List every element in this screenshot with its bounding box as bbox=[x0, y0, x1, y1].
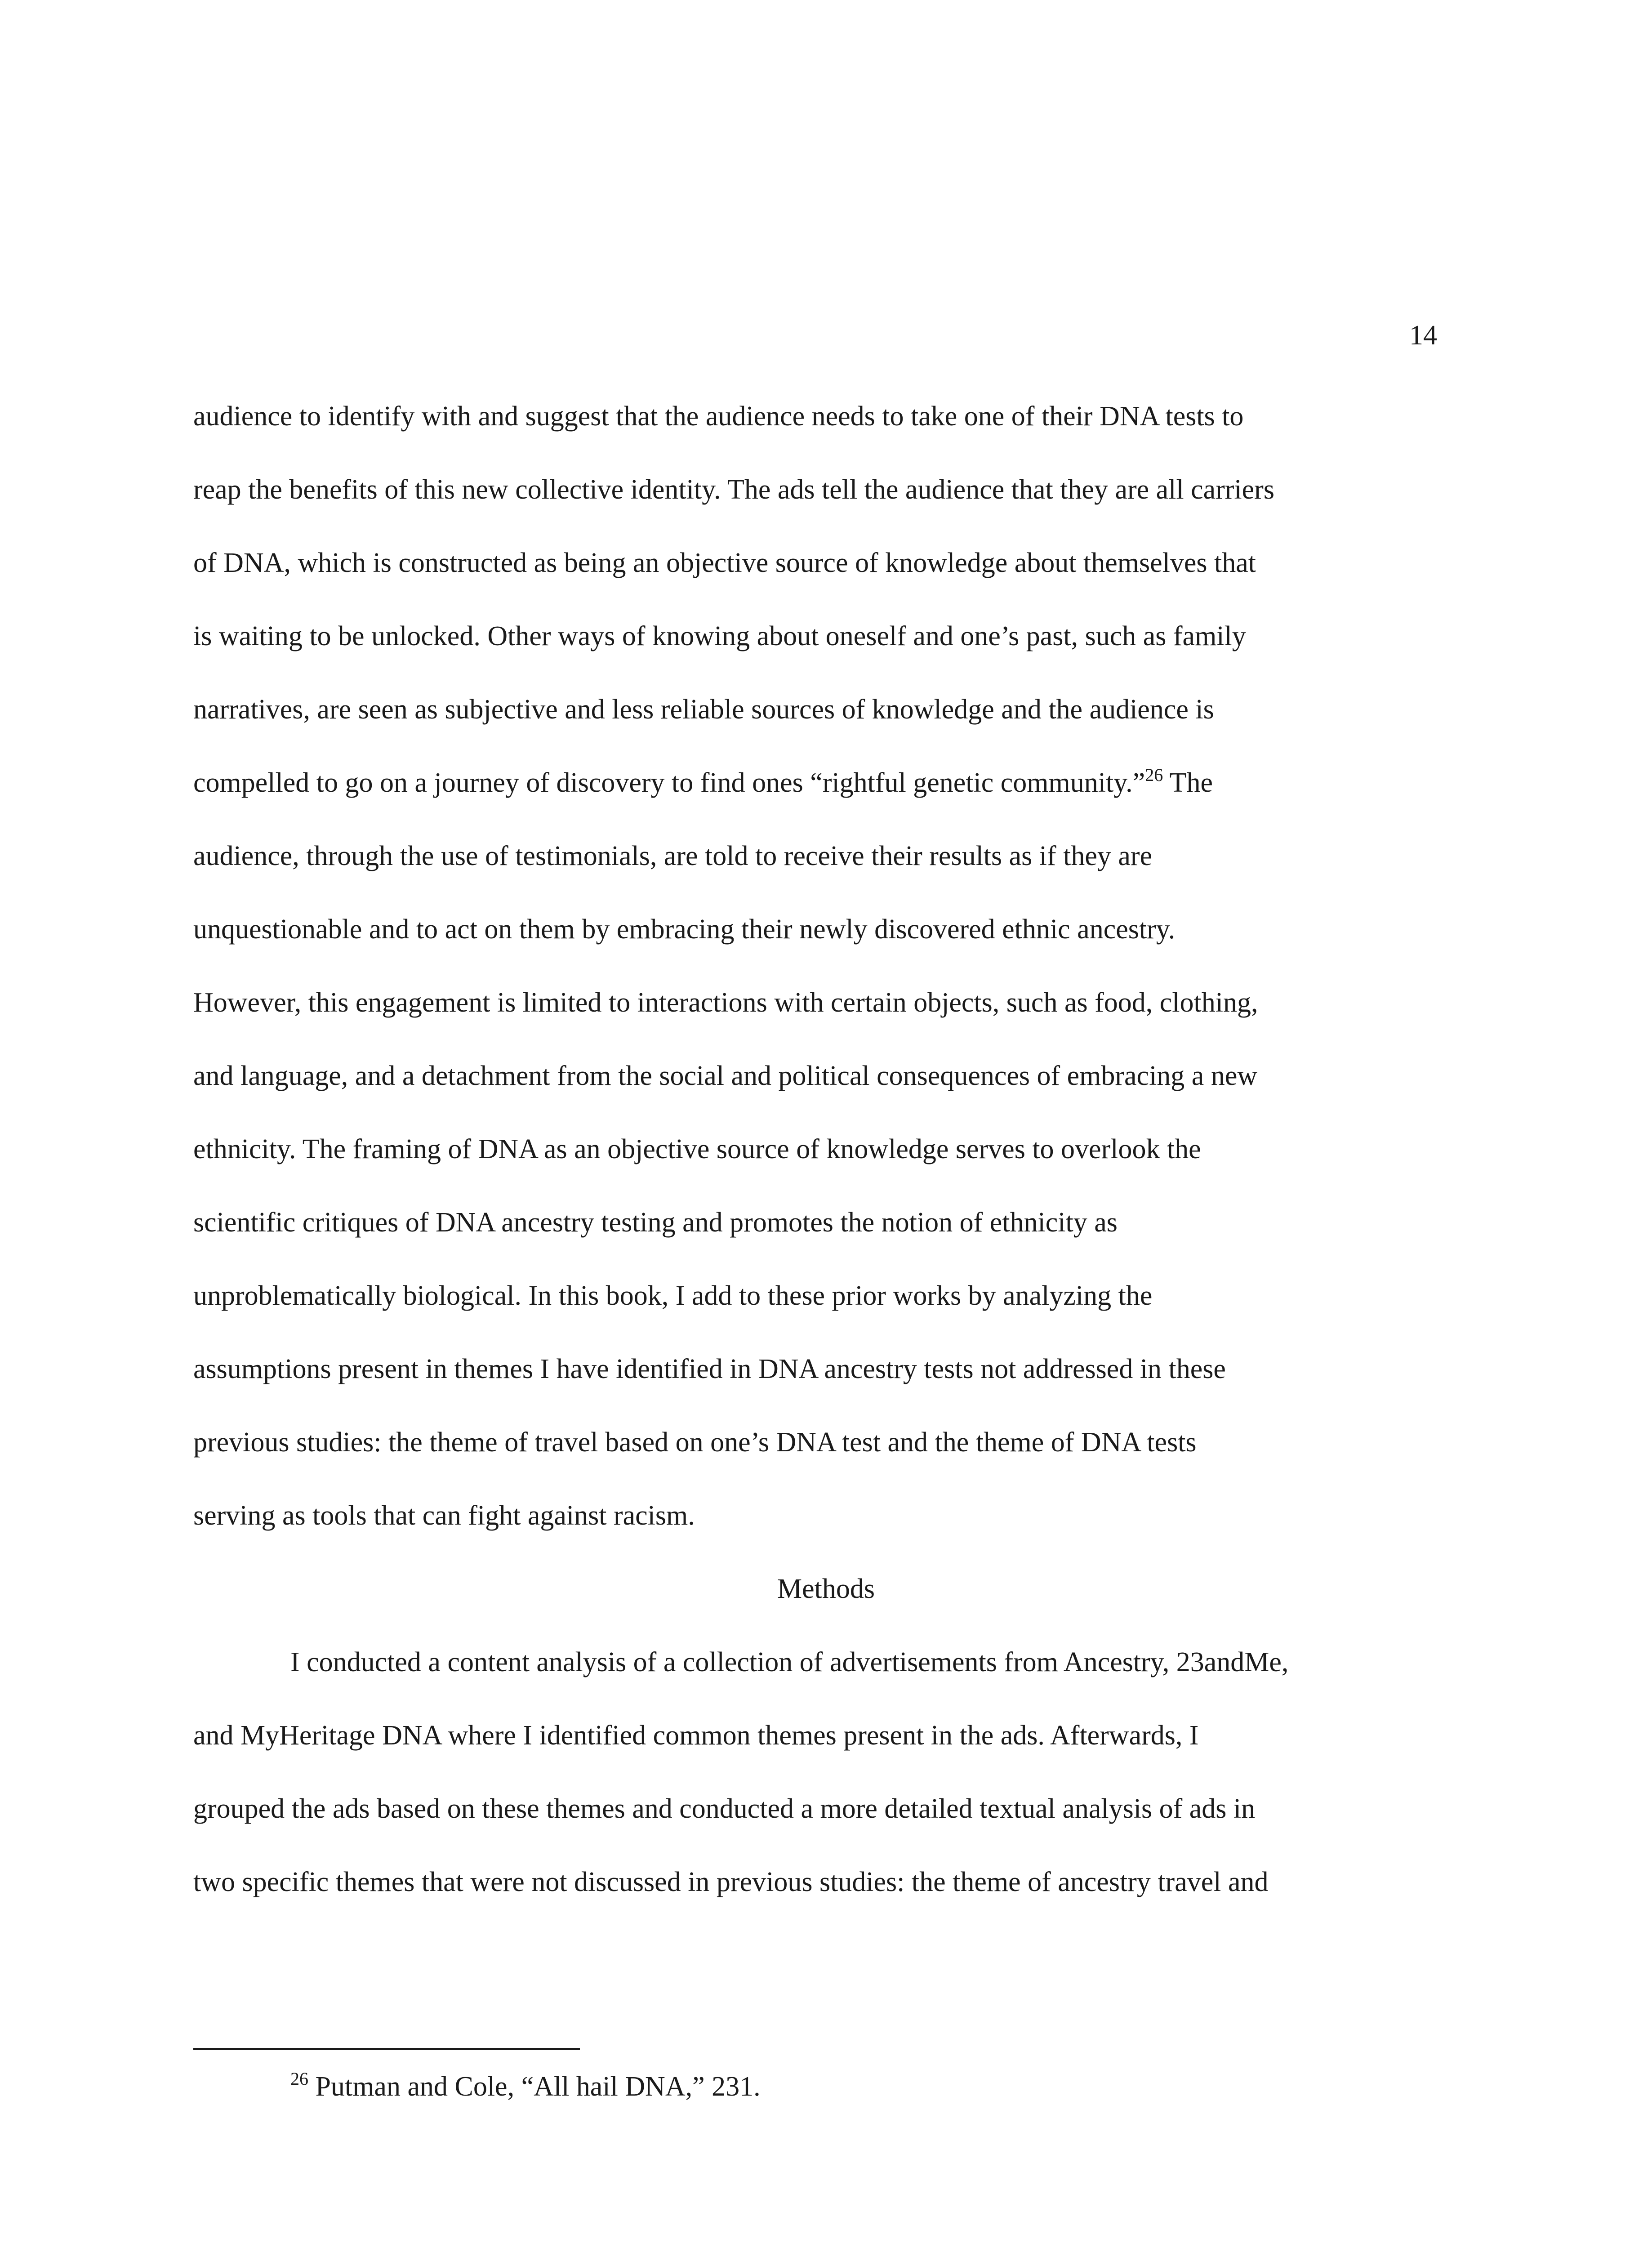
body-line: and language, and a detachment from the social and political consequences of embracing a new bbox=[193, 1061, 1258, 1091]
body-line: narratives, are seen as subjective and less reliable sources of knowledge and the audience is bbox=[193, 694, 1214, 725]
body-line: serving as tools that can fight against racism. bbox=[193, 1500, 695, 1531]
body-line: However, this engagement is limited to interactions with certain objects, such as food, clothing, bbox=[193, 987, 1258, 1018]
body-line: assumptions present in themes I have identified in DNA ancestry tests not addressed in these bbox=[193, 1354, 1226, 1384]
body-line: scientific critiques of DNA ancestry testing and promotes the notion of ethnicity as bbox=[193, 1207, 1118, 1238]
methods-line: and MyHeritage DNA where I identified common themes present in the ads. Afterwards, I bbox=[193, 1720, 1199, 1751]
body-line: audience, through the use of testimonials, are told to receive their results as if they are bbox=[193, 841, 1153, 871]
body-line: is waiting to be unlocked. Other ways of knowing about oneself and one’s past, such as family bbox=[193, 621, 1246, 651]
methods-line: I conducted a content analysis of a collection of advertisements from Ancestry, 23andMe, bbox=[290, 1647, 1289, 1677]
section-heading: Methods bbox=[777, 1574, 875, 1604]
methods-line: grouped the ads based on these themes and conducted a more detailed textual analysis of ads in bbox=[193, 1793, 1256, 1824]
body-line: unproblematically biological. In this book, I add to these prior works by analyzing the bbox=[193, 1280, 1153, 1311]
page-number: 14 bbox=[1409, 320, 1437, 351]
body-line: of DNA, which is constructed as being an objective source of knowledge about themselves that bbox=[193, 548, 1256, 578]
body-line-tail: The bbox=[1163, 767, 1213, 798]
body-line: previous studies: the theme of travel based on one’s DNA test and the theme of DNA tests bbox=[193, 1427, 1197, 1458]
footnote bbox=[290, 2069, 761, 2102]
footnote-separator bbox=[193, 2048, 580, 2050]
body-line: audience to identify with and suggest that the audience needs to take one of their DNA tests to bbox=[193, 401, 1244, 432]
methods-line: two specific themes that were not discussed in previous studies: the theme of ancestry travel and bbox=[193, 1867, 1269, 1897]
body-line-text: compelled to go on a journey of discovery to find ones “rightful genetic community.” bbox=[193, 767, 1145, 798]
footnote-number: 26 bbox=[290, 2069, 308, 2089]
footnote-reference[interactable]: 26 bbox=[1145, 765, 1163, 785]
footnote-text: Putman and Cole, “All hail DNA,” 231. bbox=[308, 2071, 761, 2102]
body-line-with-footnote-ref bbox=[193, 765, 1213, 798]
body-line: ethnicity. The framing of DNA as an objective source of knowledge serves to overlook the bbox=[193, 1134, 1201, 1164]
body-line: unquestionable and to act on them by embracing their newly discovered ethnic ancestry. bbox=[193, 914, 1176, 945]
body-line: reap the benefits of this new collective identity. The ads tell the audience that they are all carriers bbox=[193, 474, 1274, 505]
